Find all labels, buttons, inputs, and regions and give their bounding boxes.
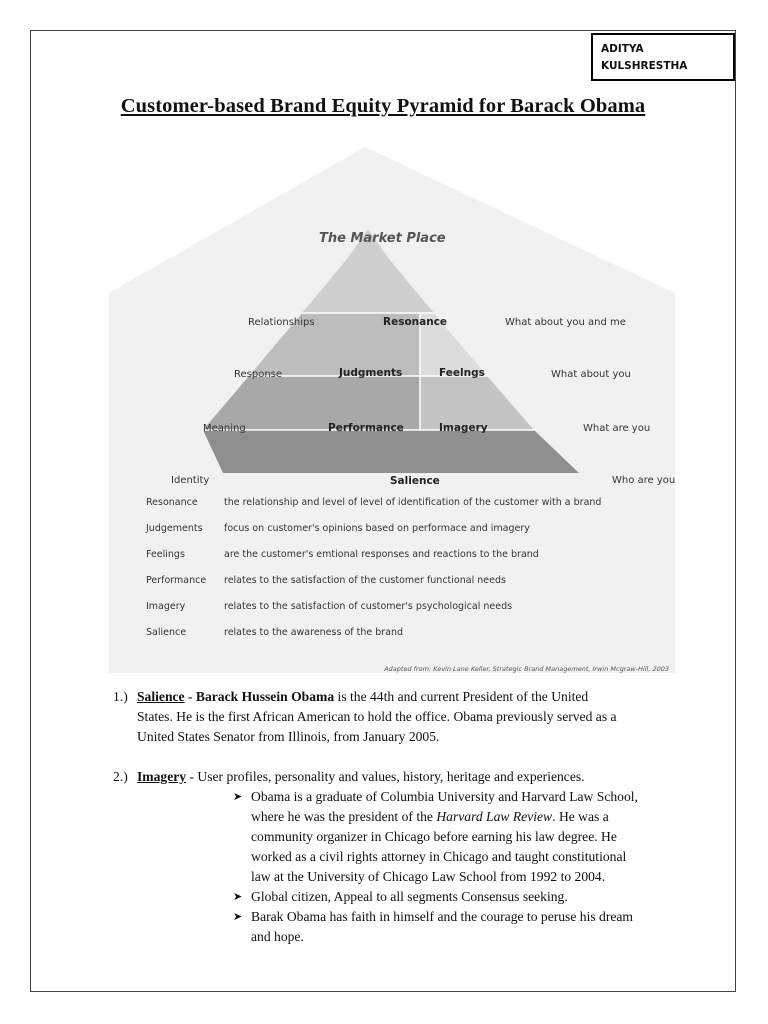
definition-desc: relates to the satisfaction of the customer functional needs <box>224 574 506 586</box>
right-label-about-you: What about you <box>551 369 631 380</box>
tier-label-judgments: Judgments <box>339 367 403 379</box>
definition-term: Salience <box>146 626 187 638</box>
item-term: Imagery <box>137 769 187 784</box>
item-number: 2.) <box>113 769 128 784</box>
market-place-label: The Market Place <box>319 231 446 246</box>
arrow-bullet-icon: ➤ <box>233 891 243 903</box>
figure-credit: Adapted from: Kevin Lane Keller, Strategic Brand Management, Irwin Mcgraw-Hill, 2003 <box>384 665 669 673</box>
definition-desc: the relationship and level of level of identification of the customer with a brand <box>224 496 602 508</box>
definition-desc: are the customer's emtional responses and reactions to the brand <box>224 548 539 560</box>
publication-name: Harvard Law Review <box>436 809 553 824</box>
definition-row <box>146 515 601 541</box>
right-label-what-are-you: What are you <box>583 423 651 434</box>
arrow-bullet-icon: ➤ <box>233 911 243 923</box>
arrow-bullet-icon: ➤ <box>233 791 243 803</box>
left-label-identity: Identity <box>171 475 210 486</box>
bullet-item: ➤ Obama is a graduate of Columbia University and Harvard Law School, where he was the president of the Harvard Law Review. He was a community organizer in Chicago before earning his law degree. He worked as a civil rights attorney in Chicago and taught constitutional law at the University of Chicago Law School from 1992 to 2004. <box>233 789 638 884</box>
brand-pyramid-figure <box>109 147 675 673</box>
definition-row <box>146 619 601 645</box>
bullet-item: ➤ Barak Obama has faith in himself and the courage to peruse his dream and hope. <box>233 909 634 944</box>
definitions-table <box>146 489 601 645</box>
left-label-relationships: Relationships <box>248 317 315 328</box>
right-label-you-and-me: What about you and me <box>505 317 626 328</box>
document-title: Customer-based Brand Equity Pyramid for Barack Obama <box>120 95 646 117</box>
item-term: Salience <box>137 689 185 704</box>
definition-row <box>146 489 601 515</box>
definition-row <box>146 541 601 567</box>
definition-term: Performance <box>146 574 207 586</box>
definition-desc: focus on customer's opinions based on performace and imagery <box>224 522 530 534</box>
author-last-name: KULSHRESTHA <box>601 60 688 72</box>
author-first-name: ADITYA <box>601 43 644 55</box>
item-text-line: United States Senator from Illinois, from January 2005. <box>137 729 440 744</box>
tier-label-performance: Performance <box>328 422 404 434</box>
item-name: Barack Hussein Obama <box>195 689 335 704</box>
tier-label-salience: Salience <box>390 475 440 487</box>
item-text-line: States. He is the first African American to hold the office. Obama previously served as a <box>137 709 617 724</box>
item-text: is the 44th and current President of the United <box>334 689 589 704</box>
definition-term: Feelings <box>146 548 185 560</box>
bullet-item: ➤ Global citizen, Appeal to all segments Consensus seeking. <box>233 887 713 907</box>
item-separator: - <box>184 689 196 704</box>
body-text <box>113 687 713 947</box>
tier-label-feelings: Feelngs <box>439 367 485 379</box>
definition-row <box>146 593 601 619</box>
left-label-meaning: Meaning <box>203 423 246 434</box>
list-item-imagery <box>113 767 713 947</box>
tier-label-resonance: Resonance <box>383 316 448 328</box>
definition-desc: relates to the awareness of the brand <box>224 626 404 638</box>
list-item-salience <box>113 687 713 747</box>
bullet-list <box>113 787 713 947</box>
definition-desc: relates to the satisfaction of customer's psychological needs <box>224 600 513 612</box>
author-box <box>591 33 735 81</box>
item-number: 1.) <box>113 689 128 704</box>
document-page <box>30 30 736 992</box>
definition-term: Judgements <box>146 522 203 534</box>
right-label-who-are-you: Who are you <box>612 475 676 486</box>
definition-term: Resonance <box>146 496 198 508</box>
item-text: - User profiles, personality and values, history, heritage and experiences. <box>186 769 585 784</box>
definition-row <box>146 567 601 593</box>
left-label-response: Response <box>234 369 283 380</box>
salience-tier <box>203 430 579 473</box>
tier-label-imagery: Imagery <box>439 422 488 434</box>
definition-term: Imagery <box>146 600 186 612</box>
